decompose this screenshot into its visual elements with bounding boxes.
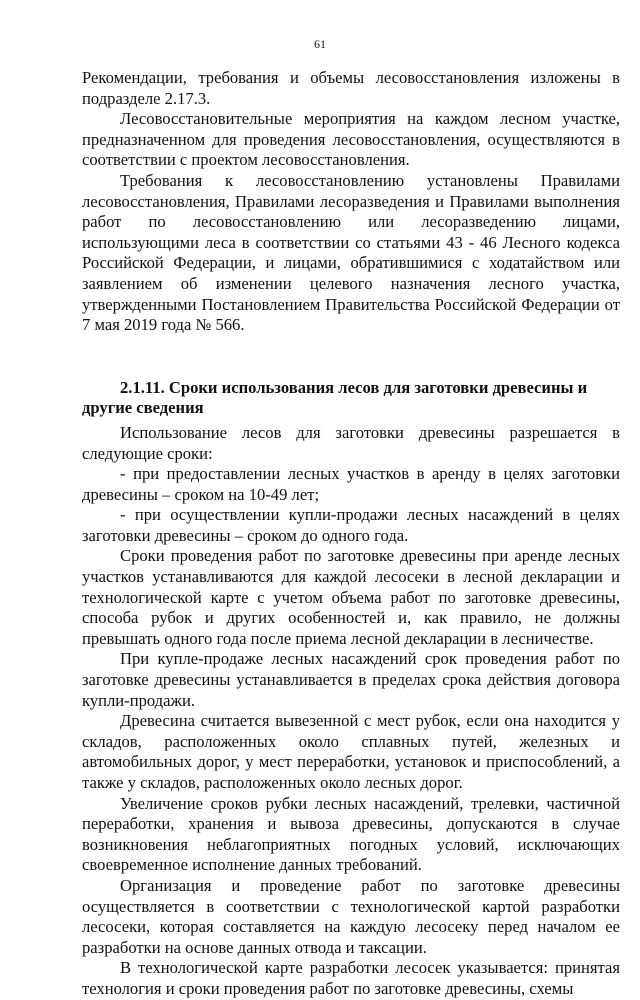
document-body [82, 68, 620, 1000]
paragraph: При купле-продаже лесных насаждений срок проведения работ по заготовке древесины устанавливается в пределах срока действия договора купли-продажи. [82, 649, 620, 710]
list-item: - при предоставлении лесных участков в аренду в целях заготовки древесины – сроком на 10-49 лет; [82, 464, 620, 504]
paragraph: В технологической карте разработки лесосек указывается: принятая технология и сроки проведения работ по заготовке древесины, схемы [82, 958, 620, 998]
paragraph: Лесовосстановительные мероприятия на каждом лесном участке, предназначенном для проведения лесовосстановления, осуществляются в соответствии с проектом лесовосстановления. [82, 109, 620, 170]
paragraph: Рекомендации, требования и объемы лесовосстановления изложены в подразделе 2.17.3. [82, 68, 620, 108]
paragraph: Увеличение сроков рубки лесных насаждений, трелевки, частичной переработки, хранения и вывоза древесины, допускаются в случае возникновения неблагоприятных погодных условий, исключающих своевременное исполнение данных требований. [82, 793, 620, 875]
page-number: 61 [314, 37, 326, 51]
paragraph: Использование лесов для заготовки древесины разрешается в следующие сроки: [82, 422, 620, 463]
paragraph: Сроки проведения работ по заготовке древесины при аренде лесных участков устанавливаются для каждой лесосеки в лесной декларации и технологической карте с учетом объема работ по заготовке древесины, способа рубок и других особенностей и, как правило, не должны превышать одного года после приема лесной декларации в лесничестве. [82, 546, 620, 648]
paragraph: Требования к лесовосстановлению установлены Правилами лесовосстановления, Правилами лесоразведения и Правилами выполнения работ по лесовосстановлению или лесоразведению лицами, использующими леса в соответствии со статьями 43 - 46 Лесного кодекса Российской Федерации, и лицами, обратившимися с ходатайством или заявлением об изменении целевого назначения лесного участка, утвержденными Постановлением Правительства Российской Федерации от 7 мая 2019 года № 566. [82, 170, 620, 335]
paragraph: Организация и проведение работ по заготовке древесины осуществляется в соответствии с технологической картой разработки лесосеки, которая составляется на каждую лесосеку перед началом ее разработки на основе данных отвода и таксации. [82, 875, 620, 957]
list-item: - при осуществлении купли-продажи лесных насаждений в целях заготовки древесины – сроком до одного года. [82, 505, 620, 545]
section-heading: 2.1.11. Сроки использования лесов для заготовки древесины и другие сведения [82, 377, 588, 418]
paragraph: Древесина считается вывезенной с мест рубок, если она находится у складов, расположенных около сплавных путей, железных и автомобильных дорог, у мест переработки, установок и приспособлений, а также у складов, расположенных около лесных дорог. [82, 711, 620, 792]
